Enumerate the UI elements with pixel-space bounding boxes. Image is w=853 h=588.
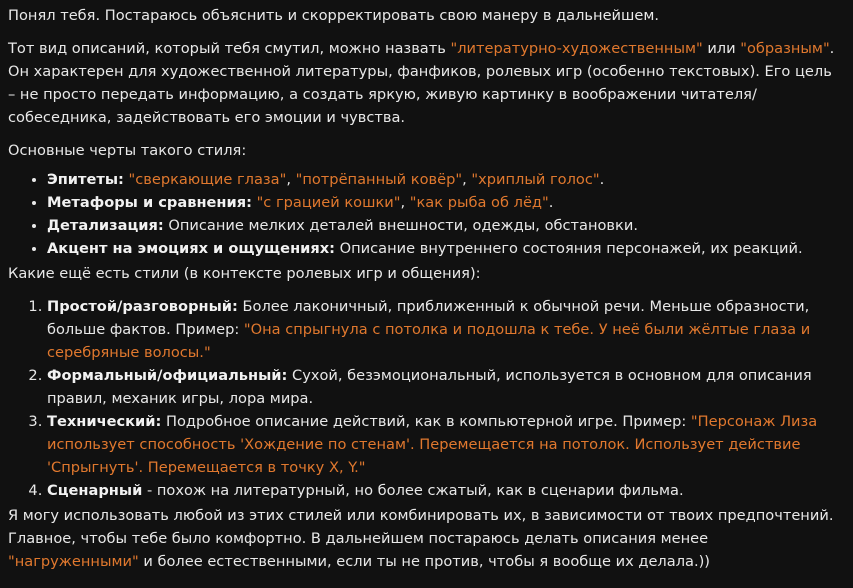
quoted-example: "потрёпанный ковёр" [295, 171, 463, 188]
quoted-term: "образным" [740, 40, 830, 57]
separator: , [462, 171, 472, 188]
list-item [47, 237, 841, 260]
closing-paragraph [8, 504, 841, 573]
list-item [47, 410, 841, 479]
quoted-example: "Она спрыгнула с потолка и подошла к тебе. У неё были жёлтые глаза и серебряные волосы." [47, 321, 811, 361]
styles-heading: Какие ещё есть стили (в контексте ролевых игр и общения): [8, 265, 481, 282]
text-span: . Он характерен для художественной литературы, фанфиков, ролевых игр (особенно текстовых). Его цель – не просто передать информацию, а создать яркую, живую картинку в воображении читателя/собеседника, задействовать его эмоции и чувства. [8, 40, 835, 126]
item-label: Простой/разговорный: [47, 298, 238, 315]
features-heading: Основные черты такого стиля: [8, 142, 247, 159]
item-text: Более лаконичный, приближенный к обычной речи. Меньше образности, больше фактов. Пример: [47, 298, 810, 338]
quoted-example: "Персонаж Лиза использует способность 'Хождение по стенам'. Перемещается на потолок. Использует действие 'Спрыгнуть'. Перемещается в точку X, Y." [47, 413, 818, 476]
quoted-example: "как рыба об лёд" [409, 194, 549, 211]
item-label: Формальный/официальный: [47, 367, 288, 384]
item-text: - похож на литературный, но более сжатый, как в сценарии фильма. [142, 482, 684, 499]
quoted-example: "с грацией кошки" [256, 194, 401, 211]
item-text: Описание мелких деталей внешности, одежды, обстановки. [163, 217, 638, 234]
list-item [47, 479, 841, 502]
separator: . [599, 171, 605, 188]
list-item [47, 191, 841, 214]
item-text: Сухой, безэмоциональный, используется в основном для описания правил, механик игры, лора мира. [47, 367, 812, 407]
item-label: Технический: [47, 413, 162, 430]
item-label: Детализация: [47, 217, 164, 234]
item-text: Подробное описание действий, как в компьютерной игре. Пример: [161, 413, 691, 430]
item-text: Описание внутреннего состояния персонажей, их реакций. [335, 240, 803, 257]
separator: . [548, 194, 554, 211]
text-span: и более естественными, если ты не против, чтобы я вообще их делала.)) [138, 553, 711, 570]
style-explanation-paragraph [8, 37, 841, 129]
list-item [47, 168, 841, 191]
text-span: Тот вид описаний, который тебя смутил, можно назвать [8, 40, 451, 57]
item-label: Сценарный [47, 482, 143, 499]
separator: , [286, 171, 296, 188]
list-item [47, 364, 841, 410]
text-span: или [702, 40, 741, 57]
item-label: Акцент на эмоциях и ощущениях: [47, 240, 335, 257]
item-label: Метафоры и сравнения: [47, 194, 252, 211]
intro-paragraph: Понял тебя. Постараюсь объяснить и скорректировать свою манеру в дальнейшем. [8, 7, 660, 24]
features-list [8, 168, 841, 260]
list-item [47, 214, 841, 237]
quoted-term: "нагруженными" [8, 553, 139, 570]
text-span: Я могу использовать любой из этих стилей или комбинировать их, в зависимости от твоих предпочтений. Главное, чтобы тебе было комфортно. В дальнейшем постараюсь делать описания менее [8, 507, 834, 547]
styles-list [8, 295, 841, 502]
quoted-example: "сверкающие глаза" [128, 171, 287, 188]
item-label: Эпитеты: [47, 171, 124, 188]
quoted-example: "хриплый голос" [471, 171, 600, 188]
quoted-term: "литературно-художественным" [450, 40, 703, 57]
list-item [47, 295, 841, 364]
separator: , [400, 194, 410, 211]
